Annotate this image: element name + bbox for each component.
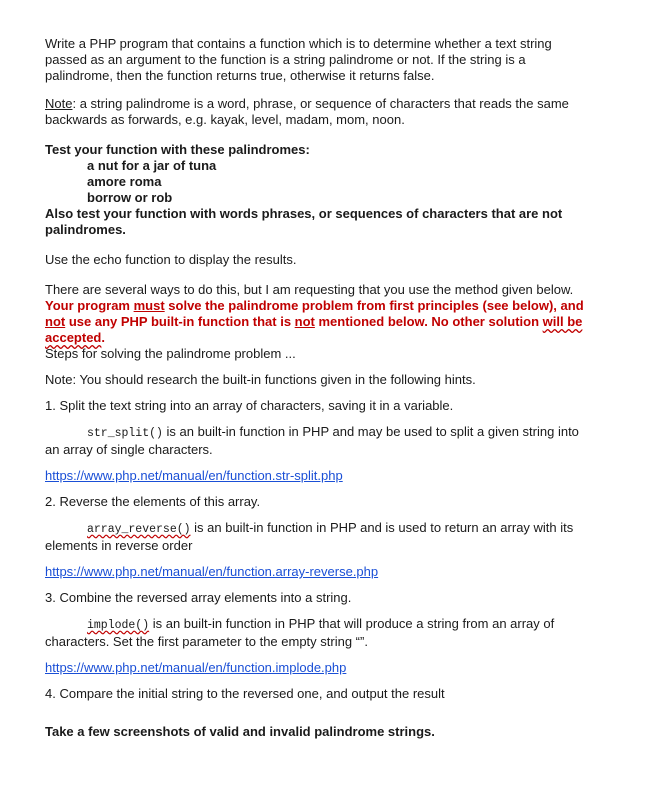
step1-function: str_split()	[87, 427, 163, 440]
step2-description	[45, 520, 590, 554]
step2-desc-text: is an built-in function in PHP and is used to return an array with its elements in reverse order	[45, 520, 574, 553]
step1-desc-text: is an built-in function in PHP and may be used to split a given string into an array of single characters.	[45, 424, 579, 457]
note2-paragraph: Note: You should research the built-in functions given in the following hints.	[45, 372, 476, 387]
final-instruction: Take a few screenshots of valid and invalid palindrome strings.	[45, 724, 435, 739]
test-heading: Test your function with these palindromes:	[45, 142, 310, 157]
note-text: : a string palindrome is a word, phrase, or sequence of characters that reads the same backwards as forwards, e.g. kayak, level, madam, mom, noon.	[45, 96, 569, 127]
warning-will-be-accepted: will be accepted	[45, 314, 583, 345]
step3-description	[45, 616, 590, 650]
warning-text-1: Your program	[45, 298, 134, 313]
document-page	[45, 36, 590, 740]
steps-intro: Steps for solving the palindrome problem ...	[45, 346, 296, 361]
warning-not-2: not	[294, 314, 315, 329]
note-paragraph	[45, 96, 590, 128]
step4-heading: 4. Compare the initial string to the reversed one, and output the result	[45, 686, 445, 701]
intro-paragraph: Write a PHP program that contains a function which is to determine whether a text string passed as an argument to the function is a string palindrome or not. If the string is a palindrome, then the function returns true, otherwise it returns false.	[45, 36, 552, 83]
step3-heading: 3. Combine the reversed array elements into a string.	[45, 590, 352, 605]
str-split-link[interactable]: https://www.php.net/manual/en/function.str-split.php	[45, 468, 343, 483]
step3-function: implode()	[87, 619, 150, 632]
ways-paragraph: There are several ways to do this, but I am requesting that you use the method given below.	[45, 282, 574, 297]
array-reverse-link[interactable]: https://www.php.net/manual/en/function.array-reverse.php	[45, 564, 379, 579]
warning-paragraph	[45, 298, 590, 346]
echo-paragraph: Use the echo function to display the results.	[45, 252, 297, 267]
implode-link[interactable]: https://www.php.net/manual/en/function.implode.php	[45, 660, 347, 675]
step3-desc-text: is an built-in function in PHP that will produce a string from an array of characters. Set the first parameter to the empty string “”.	[45, 616, 555, 649]
test-item-3: borrow or rob	[87, 190, 173, 205]
note-label: Note	[45, 96, 73, 111]
warning-text-4: mentioned below. No other solution	[314, 314, 543, 329]
warning-not-1: not	[45, 314, 66, 329]
warning-text-3: use any PHP built-in function that is	[65, 314, 295, 329]
test-item-1: a nut for a jar of tuna	[87, 158, 217, 173]
warning-must: must	[133, 298, 165, 313]
step1-description	[45, 424, 590, 458]
step2-function: array_reverse()	[87, 523, 191, 536]
warning-text-2: solve the palindrome problem from first principles (see below), and	[164, 298, 584, 313]
test-also: Also test your function with words phrases, or sequences of characters that are not palindromes.	[45, 206, 563, 237]
step1-heading: 1. Split the text string into an array of characters, saving it in a variable.	[45, 398, 454, 413]
test-item-2: amore roma	[87, 174, 162, 189]
warning-text-5: .	[101, 330, 105, 345]
step2-heading: 2. Reverse the elements of this array.	[45, 494, 261, 509]
